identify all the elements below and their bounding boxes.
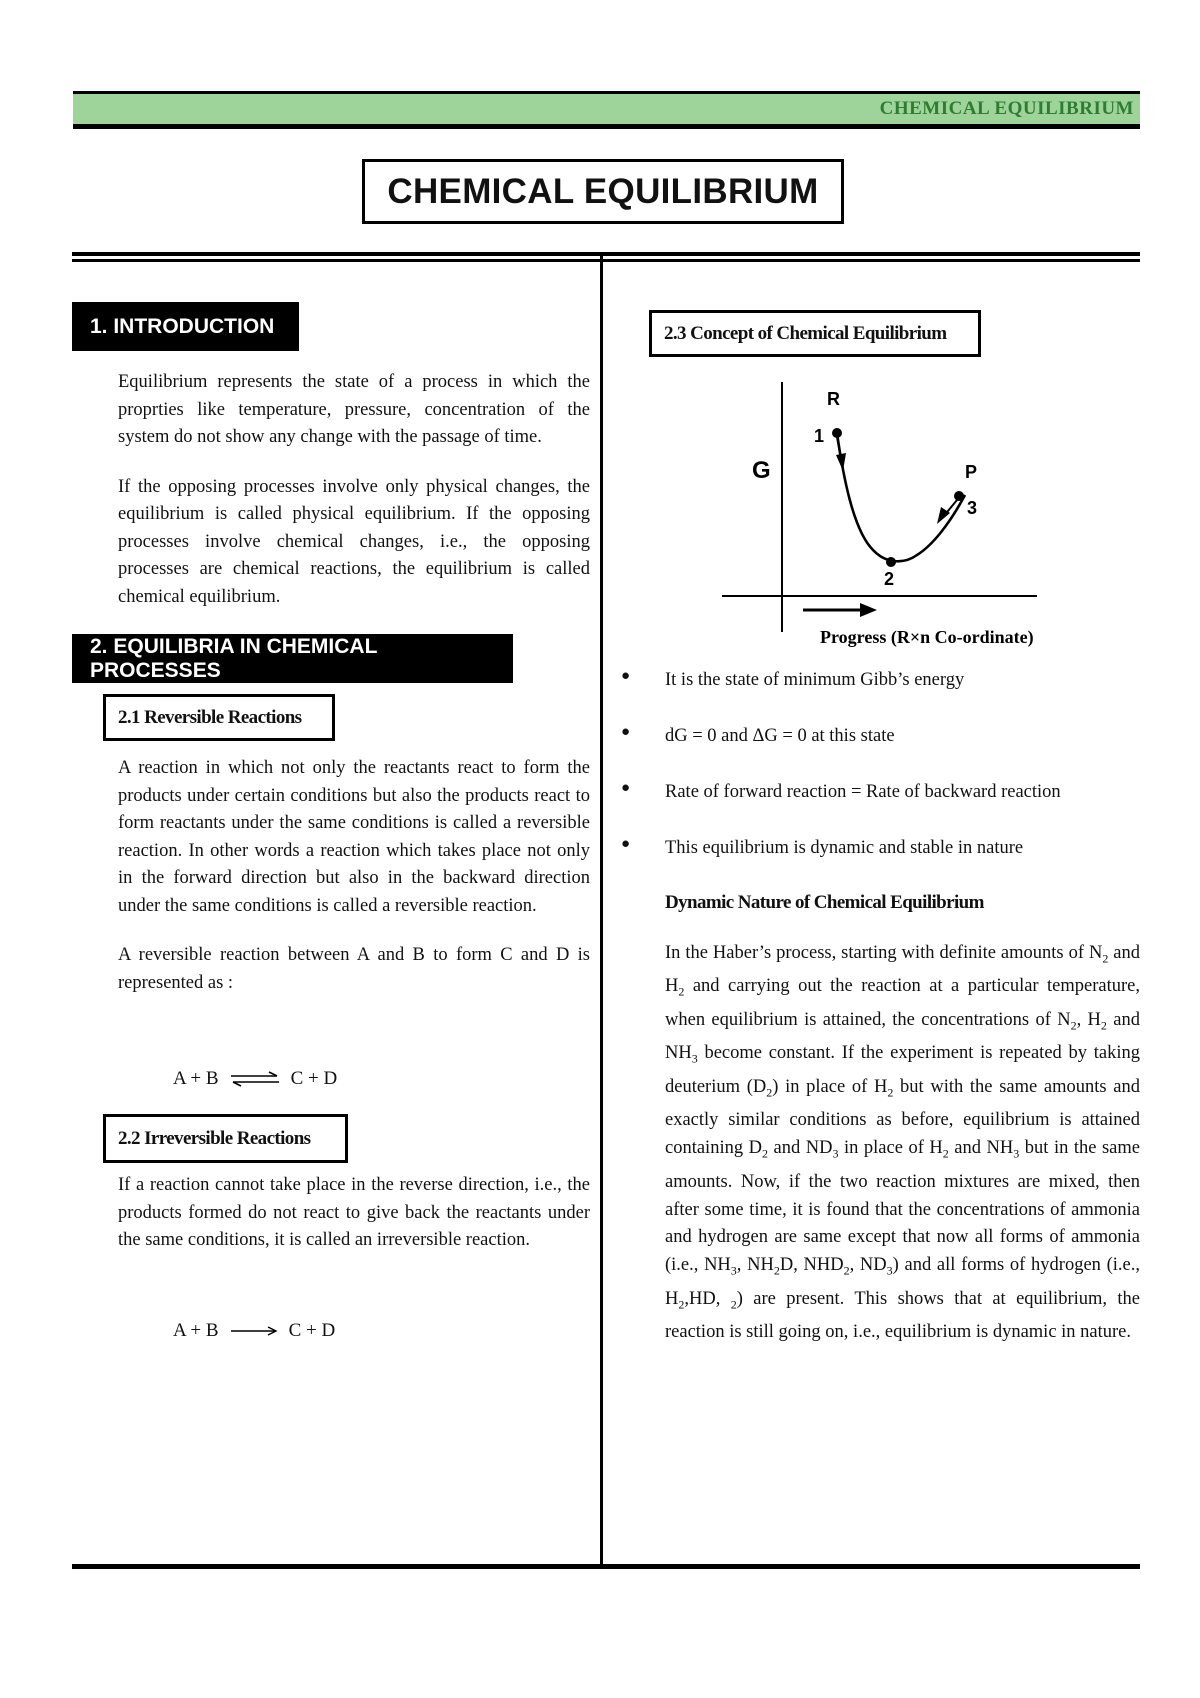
diagram-label-3: 3	[967, 498, 978, 518]
column-divider	[600, 256, 603, 1565]
irreversible-equation	[173, 1320, 335, 1342]
progress-arrow-icon	[803, 603, 877, 617]
intro-paragraph-1: Equilibrium represents the state of a process in which the proprties like temperature, pressure, concentration of the system do not show any change with the passage of time.	[118, 372, 590, 447]
diagram-label-1: 1	[814, 426, 825, 446]
intro-paragraph-2: If the opposing processes involve only physical changes, the equilibrium is called physical equilibrium. If the opposing processes involve chemical changes, i.e., the opposing processes are chemical reactions, the equilibrium is called chemical equilibrium.	[118, 476, 590, 607]
subsection-heading-reversible: 2.1 Reversible Reactions	[103, 694, 335, 741]
running-title: CHEMICAL EQUILIBRIUM	[879, 98, 1134, 119]
irreversible-equation-right: C + D	[288, 1320, 336, 1341]
diagram-y-label: G	[752, 457, 771, 484]
irreversible-text	[118, 1172, 590, 1255]
reversible-text	[118, 755, 590, 997]
list-item: ● Rate of forward reaction = Rate of backward reaction	[621, 782, 1141, 838]
divider-bottom	[72, 1564, 1140, 1569]
gibbs-energy-diagram	[715, 375, 1065, 655]
section-heading-introduction: 1. INTRODUCTION	[72, 302, 299, 351]
diagram-label-r: R	[827, 389, 840, 409]
list-item: ● dG = 0 and ΔG = 0 at this state	[621, 726, 1141, 782]
diagram-label-p: P	[965, 462, 978, 482]
subsection-heading-concept: 2.3 Concept of Chemical Equilibrium	[649, 310, 981, 357]
divider-top	[72, 252, 1140, 256]
equilibrium-properties-list	[621, 670, 1141, 894]
subsection-heading-irreversible: 2.2 Irreversible Reactions	[103, 1114, 348, 1163]
section-heading-equilibria: 2. EQUILIBRIA IN CHEMICAL PROCESSES	[72, 634, 513, 683]
reversible-equation-right: C + D	[290, 1068, 338, 1089]
reversible-equation	[173, 1068, 337, 1090]
diagram-label-2: 2	[884, 569, 895, 589]
divider-top-secondary	[72, 259, 1140, 262]
reversible-paragraph-1: A reaction in which not only the reactants react to form the products under certain conditions but also the products react to form reactants under the same conditions is called a reversible reaction. In other words a reaction which takes place not only in the forward direction but also in the backward direction under the same conditions is called a reversible reaction.	[118, 758, 590, 916]
list-item: ● This equilibrium is dynamic and stable in nature	[621, 838, 1141, 894]
reversible-equation-left: A + B	[173, 1068, 219, 1089]
arrow-down-icon	[836, 437, 846, 471]
forward-arrow-icon	[229, 1325, 279, 1337]
list-item: ● It is the state of minimum Gibb’s energy	[621, 670, 1141, 726]
irreversible-paragraph: If a reaction cannot take place in the reverse direction, i.e., the products formed do not react to give back the reactants under the same conditions, it is called an irreversible reaction.	[118, 1175, 590, 1250]
point-3-dot	[954, 491, 964, 501]
reversible-paragraph-2: A reversible reaction between A and B to form C and D is represented as :	[118, 945, 590, 993]
equilibrium-arrows-icon	[229, 1071, 281, 1087]
diagram-x-label: Progress (R×n Co-ordinate)	[820, 627, 1034, 647]
header-rule-bottom	[73, 124, 1140, 129]
haber-process-paragraph: In the Haber’s process, starting with definite amounts of $N_2$ and $H_2$ and carrying out the reaction at a particular temperature, when equilibrium is attained, the concentrations of $N_2$, $H_2$ and $NH_3$ become constant. If the experiment is repeated by taking deuterium $(D_2)$ in place of $H_2$ but with the same amounts and exactly similar conditions as before, equilibrium is attained containing $D_2$ and $ND_3$ in place of $H_2$ and $NH_3$ but in the same amounts. Now, if the two reaction mixtures are mixed, then after some time, it is found that the concentrations of ammonia and hydrogen are same except that now all forms of ammonia (i.e., $NH_3$, $NH_2D$, $NHD_2$, $ND_3$) and all forms of hydrogen (i.e., $H_2,HD$, $_2$) are present. This shows that at equilibrium, the reaction is still going on, i.e., equilibrium is dynamic in nature.	[665, 943, 1140, 1343]
page-title: CHEMICAL EQUILIBRIUM	[362, 159, 844, 224]
irreversible-equation-left: A + B	[173, 1320, 219, 1341]
introduction-text	[118, 369, 590, 611]
dynamic-nature-heading: Dynamic Nature of Chemical Equilibrium	[665, 892, 984, 913]
point-1-dot	[832, 428, 842, 438]
gibbs-energy-curve	[837, 433, 965, 561]
point-2-dot	[886, 557, 896, 567]
